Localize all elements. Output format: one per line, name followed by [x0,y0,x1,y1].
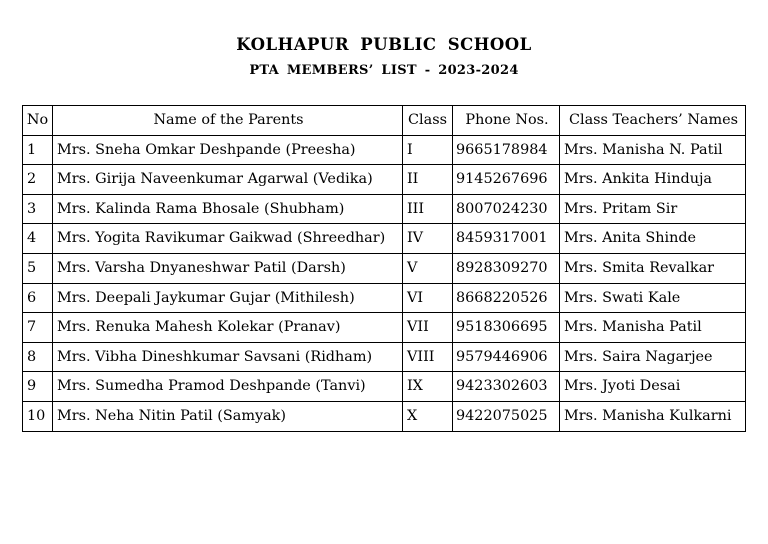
header-class-teacher: Class Teachers’ Names [560,106,746,136]
class-name: IV [403,224,453,254]
class-name: VIII [403,342,453,372]
parent-name: Mrs. Varsha Dnyaneshwar Patil (Darsh) [53,253,403,283]
table-row [23,135,746,165]
class-name: II [403,165,453,195]
row-number: 6 [23,283,53,313]
header-class: Class [403,106,453,136]
pta-members-table [22,105,746,432]
parent-name: Mrs. Renuka Mahesh Kolekar (Pranav) [53,313,403,343]
class-teacher-name: Mrs. Anita Shinde [560,224,746,254]
parent-name: Mrs. Sumedha Pramod Deshpande (Tanvi) [53,372,403,402]
parent-name: Mrs. Girija Naveenkumar Agarwal (Vedika) [53,165,403,195]
header-parent-name: Name of the Parents [53,106,403,136]
table-row [23,401,746,431]
table-row [23,283,746,313]
class-name: I [403,135,453,165]
row-number: 7 [23,313,53,343]
parent-name: Mrs. Sneha Omkar Deshpande (Preesha) [53,135,403,165]
header-no: No [23,106,53,136]
class-teacher-name: Mrs. Pritam Sir [560,194,746,224]
phone-number: 8668220526 [453,283,560,313]
table-row [23,224,746,254]
class-teacher-name: Mrs. Saira Nagarjee [560,342,746,372]
phone-number: 8007024230 [453,194,560,224]
class-name: VII [403,313,453,343]
class-teacher-name: Mrs. Manisha Patil [560,313,746,343]
table-header-row [23,106,746,136]
table-row [23,253,746,283]
class-teacher-name: Mrs. Ankita Hinduja [560,165,746,195]
parent-name: Mrs. Kalinda Rama Bhosale (Shubham) [53,194,403,224]
parent-name: Mrs. Deepali Jaykumar Gujar (Mithilesh) [53,283,403,313]
row-number: 10 [23,401,53,431]
row-number: 9 [23,372,53,402]
row-number: 3 [23,194,53,224]
row-number: 8 [23,342,53,372]
phone-number: 8928309270 [453,253,560,283]
table-row [23,313,746,343]
class-teacher-name: Mrs. Swati Kale [560,283,746,313]
parent-name: Mrs. Neha Nitin Patil (Samyak) [53,401,403,431]
school-title: KOLHAPUR PUBLIC SCHOOL [236,35,532,54]
row-number: 1 [23,135,53,165]
phone-number: 9665178984 [453,135,560,165]
header-phone: Phone Nos. [453,106,560,136]
phone-number: 9422075025 [453,401,560,431]
row-number: 2 [23,165,53,195]
table-row [23,194,746,224]
class-teacher-name: Mrs. Smita Revalkar [560,253,746,283]
row-number: 5 [23,253,53,283]
class-name: VI [403,283,453,313]
list-subtitle: PTA MEMBERS’ LIST - 2023-2024 [249,63,519,78]
phone-number: 9145267696 [453,165,560,195]
class-name: IX [403,372,453,402]
table-row [23,342,746,372]
parent-name: Mrs. Yogita Ravikumar Gaikwad (Shreedhar) [53,224,403,254]
class-teacher-name: Mrs. Manisha Kulkarni [560,401,746,431]
parent-name: Mrs. Vibha Dineshkumar Savsani (Ridham) [53,342,403,372]
phone-number: 9579446906 [453,342,560,372]
phone-number: 9423302603 [453,372,560,402]
class-name: V [403,253,453,283]
table-row [23,372,746,402]
class-teacher-name: Mrs. Manisha N. Patil [560,135,746,165]
class-name: III [403,194,453,224]
table-row [23,165,746,195]
class-name: X [403,401,453,431]
class-teacher-name: Mrs. Jyoti Desai [560,372,746,402]
phone-number: 9518306695 [453,313,560,343]
phone-number: 8459317001 [453,224,560,254]
row-number: 4 [23,224,53,254]
